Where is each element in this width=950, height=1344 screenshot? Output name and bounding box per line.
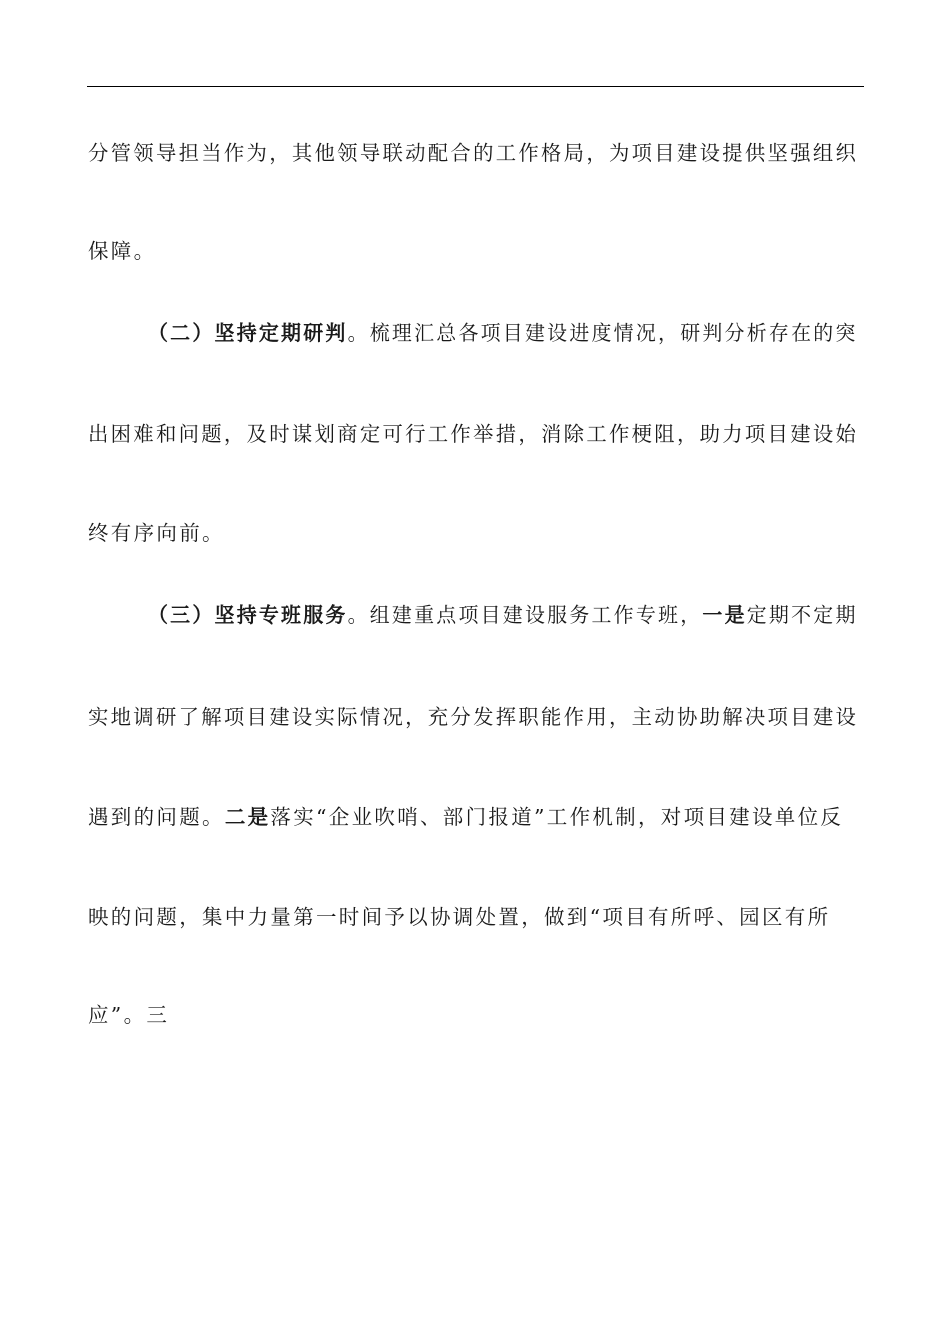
text-segment: 映的问题，集中力量第一时间予以协调处置，做到“项目有所呼、园区有所	[88, 905, 831, 929]
section-heading: （三）坚持专班服务	[148, 603, 348, 627]
paragraph-line	[88, 419, 858, 449]
paragraph-line	[88, 1000, 169, 1030]
paragraph-line	[88, 236, 156, 266]
text-segment: 。梳理汇总各项目建设进度情况，研判分析存在的突	[347, 321, 858, 345]
text-segment: 定期不定期	[746, 603, 858, 627]
paragraph-line	[88, 518, 225, 548]
text-segment: 终有序向前。	[88, 521, 225, 545]
section-heading-line	[148, 318, 858, 348]
paragraph-line	[88, 138, 858, 168]
section-heading: （二）坚持定期研判	[148, 321, 348, 345]
bold-marker: 一是	[702, 603, 747, 627]
bold-marker: 二是	[224, 805, 271, 829]
text-segment: 应”。三	[88, 1003, 170, 1027]
text-segment: 。组建重点项目建设服务工作专班，	[347, 603, 703, 627]
paragraph-line	[88, 802, 843, 832]
text-segment: 遇到的问题。	[88, 805, 225, 829]
text-segment: 实地调研了解项目建设实际情况，充分发挥职能作用，主动协助解决项目建设	[88, 705, 859, 729]
paragraph-line	[88, 902, 830, 932]
section-heading-line	[148, 600, 858, 630]
text-segment: 出困难和问题，及时谋划商定可行工作举措，消除工作梗阻，助力项目建设始	[88, 422, 859, 446]
paragraph-line	[88, 702, 858, 732]
text-segment: 保障。	[88, 239, 157, 263]
header-rule	[87, 86, 864, 87]
text-segment: 分管领导担当作为，其他领导联动配合的工作格局，为项目建设提供坚强组织	[88, 141, 859, 165]
text-segment: 落实“企业吹哨、部门报道”工作机制，对项目建设单位反	[270, 805, 844, 829]
